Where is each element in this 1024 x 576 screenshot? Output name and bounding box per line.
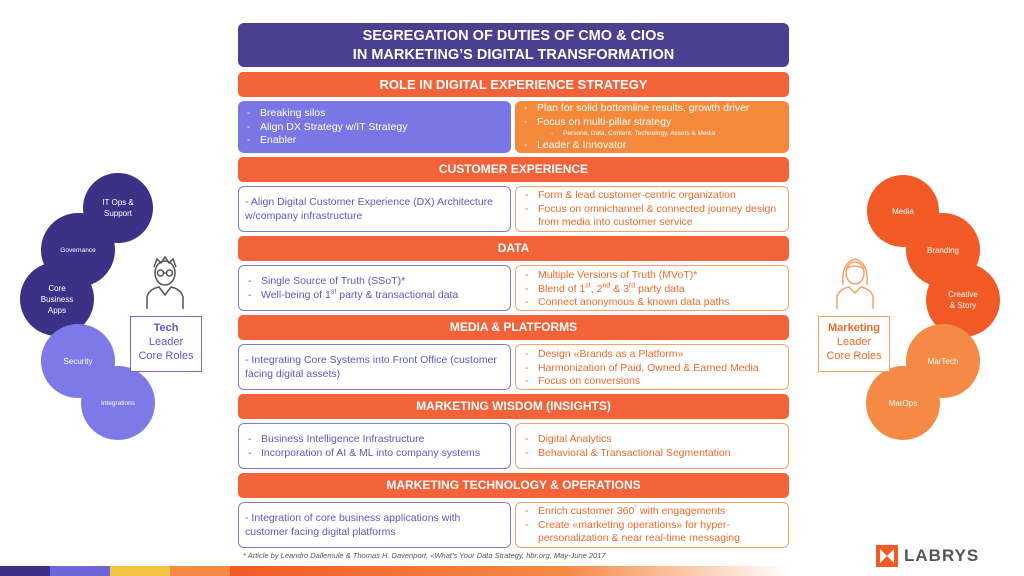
list-item: [239, 289, 510, 303]
media-marketing-box: [515, 344, 789, 390]
text-fragment: party data: [635, 282, 685, 295]
cx-tech-text: - Align Digital Customer Experience (DX) Architecture w/company infrastructure: [245, 196, 494, 222]
list-item: - Focus on conversions: [516, 375, 788, 389]
list-item: - Design «Brands as a Platform»: [516, 348, 788, 362]
list-item: - Harmonization of Paid, Owned & Earned Media: [516, 362, 788, 376]
circle-label: Creative & Story: [948, 290, 978, 310]
footnote: * Article by Leandro Dallemule & Thomas H. Davenport, «What’s Your Data Strategy, hbr.org, May-June 2017: [243, 551, 606, 560]
text-fragment: Blend of 1: [538, 282, 586, 295]
list-item: - Breaking silos: [238, 107, 511, 121]
text-fragment: with engagements: [637, 505, 726, 517]
superscript: °: [634, 504, 638, 512]
list-item: [516, 283, 788, 297]
list-item: - Connect anonymous & known data paths: [516, 296, 788, 310]
cx-marketing-box: [515, 186, 789, 232]
media-tech-box: [238, 344, 511, 390]
ops-tech-text: - Integration of core business applications with customer facing digital platforms: [245, 512, 461, 538]
role-tech-box: [238, 101, 511, 153]
list-item: - Focus on multi-pillar strategy: [515, 116, 789, 130]
circle-label: Branding: [926, 245, 960, 255]
insights-tech-box: [238, 423, 511, 469]
section-header-role: ROLE IN DIGITAL EXPERIENCE STRATEGY: [238, 72, 789, 97]
marketing-role-title: Marketing: [828, 322, 880, 334]
tech-role-box: [130, 316, 202, 372]
circle-label: Media: [892, 206, 914, 216]
list-item: - Incorporation of AI & ML into company systems: [239, 447, 510, 461]
mkt-circle-marops: [866, 366, 940, 440]
insights-marketing-box: [515, 423, 789, 469]
list-item: - Digital Analytics: [516, 433, 788, 447]
list-item: - Enabler: [238, 134, 511, 148]
list-item: - Align DX Strategy w/IT Strategy: [238, 121, 511, 135]
cx-tech-box: [238, 186, 511, 232]
circle-label: Integrations: [101, 399, 135, 407]
list-item: - Leader & Innovator: [515, 139, 789, 153]
bottom-strip-segment: [50, 566, 110, 576]
tech-circle-integrations: [81, 366, 155, 440]
page-title: [238, 23, 789, 67]
section-header-insights: MARKETING WISDOM (INSIGHTS): [238, 394, 789, 419]
ops-tech-box: [238, 502, 511, 548]
tech-role-line: Leader: [148, 336, 184, 348]
bottom-strip-segment: [170, 566, 230, 576]
labrys-logo-icon: [876, 545, 898, 567]
list-item: - Focus on omnichannel & connected journey design from media into customer service: [516, 203, 788, 230]
list-item: - Plan for solid bottomline results, growth driver: [515, 102, 789, 116]
labrys-logo: [876, 545, 979, 567]
superscript: rd: [628, 282, 636, 289]
list-sub-item: - Persona, Data, Content, Technology, Assets & Media: [515, 129, 789, 139]
bottom-strip-segment: [110, 566, 170, 576]
superscript: st: [330, 288, 337, 295]
media-tech-text: - Integrating Core Systems into Front Office (customer facing digital assets): [245, 354, 497, 380]
circle-label: Security: [63, 356, 93, 366]
tech-leader-icon: [145, 255, 185, 311]
text-fragment: , 2: [590, 282, 603, 295]
list-item: - Behavioral & Transactional Segmentation: [516, 447, 788, 461]
text-fragment: Enrich customer 360: [538, 505, 635, 517]
ops-marketing-box: [515, 502, 789, 548]
circle-label: MarOps: [888, 398, 918, 408]
marketing-leader-icon: [835, 255, 875, 311]
section-header-ops: MARKETING TECHNOLOGY & OPERATIONS: [238, 473, 789, 498]
circle-label: Governance: [60, 246, 96, 254]
circle-label: IT Ops & Support: [102, 198, 134, 218]
section-header-cx: CUSTOMER EXPERIENCE: [238, 157, 789, 182]
logo-text: LABRYS: [904, 546, 980, 565]
role-marketing-box: [515, 101, 789, 153]
section-header-media: MEDIA & PLATFORMS: [238, 315, 789, 340]
bottom-strip-segment: [230, 566, 790, 576]
circle-label: Core Business Apps: [40, 283, 74, 315]
list-item: - Form & lead customer-centric organization: [516, 189, 788, 203]
section-header-data: DATA: [238, 236, 789, 261]
bottom-strip-segment: [0, 566, 50, 576]
title-line-2: IN MARKETING’S DIGITAL TRANSFORMATION: [352, 47, 675, 63]
list-item: - Multiple Versions of Truth (MVoT)*: [516, 269, 788, 283]
circle-label: MarTech: [927, 356, 959, 366]
text-fragment: & 3: [610, 282, 629, 295]
tech-role-line: Core Roles: [138, 350, 194, 362]
text-fragment: party & transactional data: [336, 288, 459, 301]
list-item: - Business Intelligence Infrastructure: [239, 433, 510, 447]
superscript: st: [585, 282, 591, 289]
list-item: - Create «marketing operations» for hyper-personalization & near real-time messaging: [516, 519, 788, 546]
tech-role-title: Tech: [153, 322, 179, 334]
title-line-1: SEGREGATION OF DUTIES OF CMO & CIOs: [362, 28, 665, 44]
list-item: [516, 505, 788, 519]
marketing-role-line: Leader: [836, 336, 872, 348]
superscript: nd: [602, 282, 611, 289]
data-tech-box: [238, 265, 511, 311]
list-item: - Single Source of Truth (SSoT)*: [239, 275, 510, 289]
marketing-role-line: Core Roles: [826, 350, 882, 362]
data-marketing-box: [515, 265, 789, 311]
text-fragment: Well-being of 1: [261, 288, 331, 301]
marketing-role-box: [818, 316, 890, 372]
